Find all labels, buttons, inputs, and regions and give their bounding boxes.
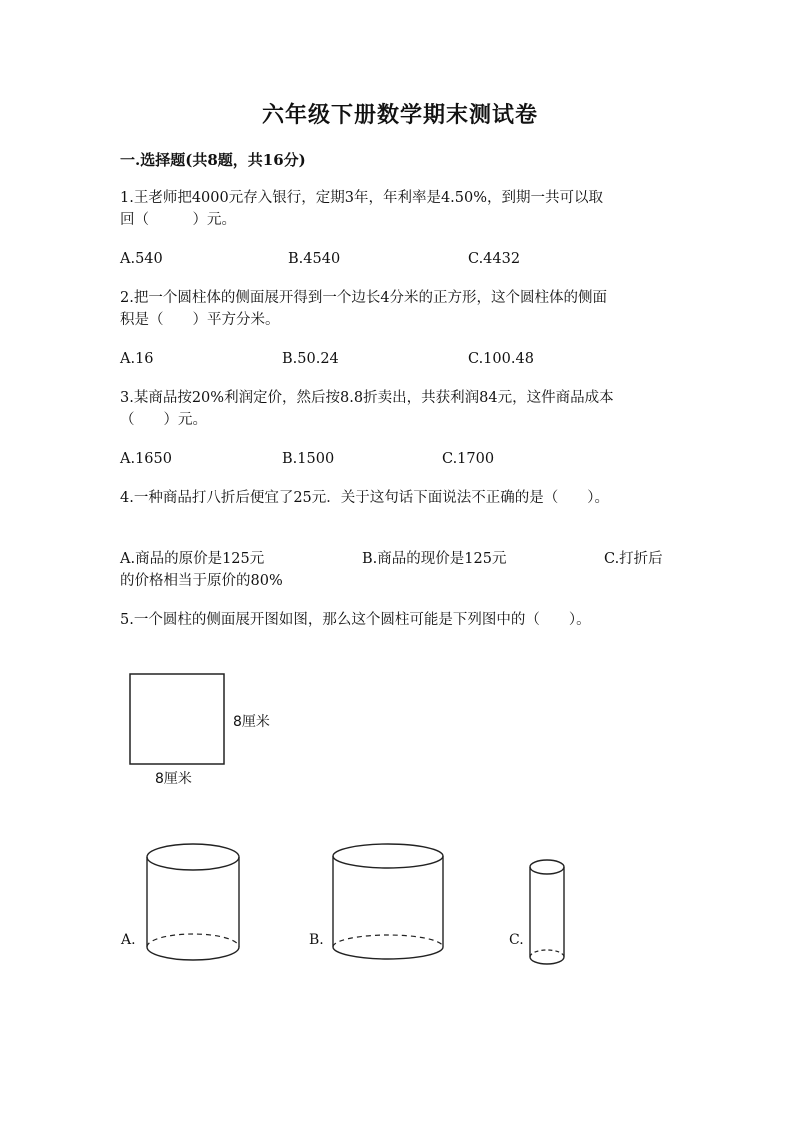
option-b-label: B.	[309, 932, 324, 948]
option-c: C.4432	[468, 251, 521, 267]
question-3-options	[120, 448, 680, 470]
cylinder-b-bottom-front	[333, 947, 443, 959]
question-3-line-1: 3.某商品按20%利润定价，然后按8.8折卖出，共获利润84元，这件商品成本	[120, 390, 614, 406]
question-4-option-c-continued: 的价格相当于原价的80%	[120, 573, 283, 589]
cylinder-a-top	[147, 844, 239, 870]
cylinder-a-bottom-front	[147, 947, 239, 960]
cylinder-c-bottom-front	[530, 957, 564, 964]
question-4-line-1: 4.一种商品打八折后便宜了25元．关于这句话下面说法不正确的是（ ）。	[120, 490, 610, 506]
question-3	[120, 387, 680, 431]
option-b: B.1500	[282, 451, 335, 467]
option-a-label: A.	[121, 932, 136, 948]
option-c: C.1700	[442, 451, 495, 467]
question-1-line-2: 回（ ）元。	[120, 212, 236, 228]
question-1	[120, 187, 680, 231]
cylinder-b-bottom-back	[333, 935, 443, 947]
net-square-figure	[128, 672, 228, 766]
question-4-options	[120, 548, 680, 570]
question-2-line-1: 2.把一个圆柱体的侧面展开得到一个边长4分米的正方形，这个圆柱体的侧面	[120, 290, 608, 306]
question-1-options	[120, 248, 680, 270]
question-5	[120, 609, 680, 631]
square-shape	[130, 674, 224, 764]
question-3-line-2: （ ）元。	[120, 412, 207, 428]
cylinder-a-figure	[145, 842, 245, 964]
option-a: A.540	[120, 251, 163, 267]
cylinder-c-top	[530, 860, 564, 874]
section-heading: 一.选择题(共8题，共16分)	[120, 151, 306, 169]
question-5-line-1: 5.一个圆柱的侧面展开图如图，那么这个圆柱可能是下列图中的（ ）。	[120, 612, 591, 628]
option-b: B.商品的现价是125元	[362, 551, 507, 567]
option-c-label: C.	[509, 932, 524, 948]
question-4	[120, 487, 680, 509]
option-a: A.16	[120, 351, 154, 367]
option-c: C.100.48	[468, 351, 534, 367]
question-1-line-1: 1.王老师把4000元存入银行，定期3年，年利率是4.50%，到期一共可以取	[120, 190, 604, 206]
option-c: C.打折后	[604, 551, 663, 567]
square-side-label: 8厘米	[233, 714, 270, 730]
option-a: A.1650	[120, 451, 172, 467]
cylinder-c-bottom-back	[530, 950, 564, 957]
option-a: A.商品的原价是125元	[120, 551, 265, 567]
cylinder-a-bottom-back	[147, 934, 239, 947]
cylinder-b-top	[333, 844, 443, 868]
cylinder-b-figure	[331, 842, 447, 964]
option-b: B.50.24	[282, 351, 339, 367]
question-2-line-2: 积是（ ）平方分米。	[120, 312, 280, 328]
cylinder-c-figure	[528, 858, 568, 968]
question-2-options	[120, 348, 680, 370]
option-b: B.4540	[288, 251, 341, 267]
question-2	[120, 287, 680, 331]
page-title: 六年级下册数学期末测试卷	[261, 102, 538, 128]
square-bottom-label: 8厘米	[155, 771, 192, 787]
